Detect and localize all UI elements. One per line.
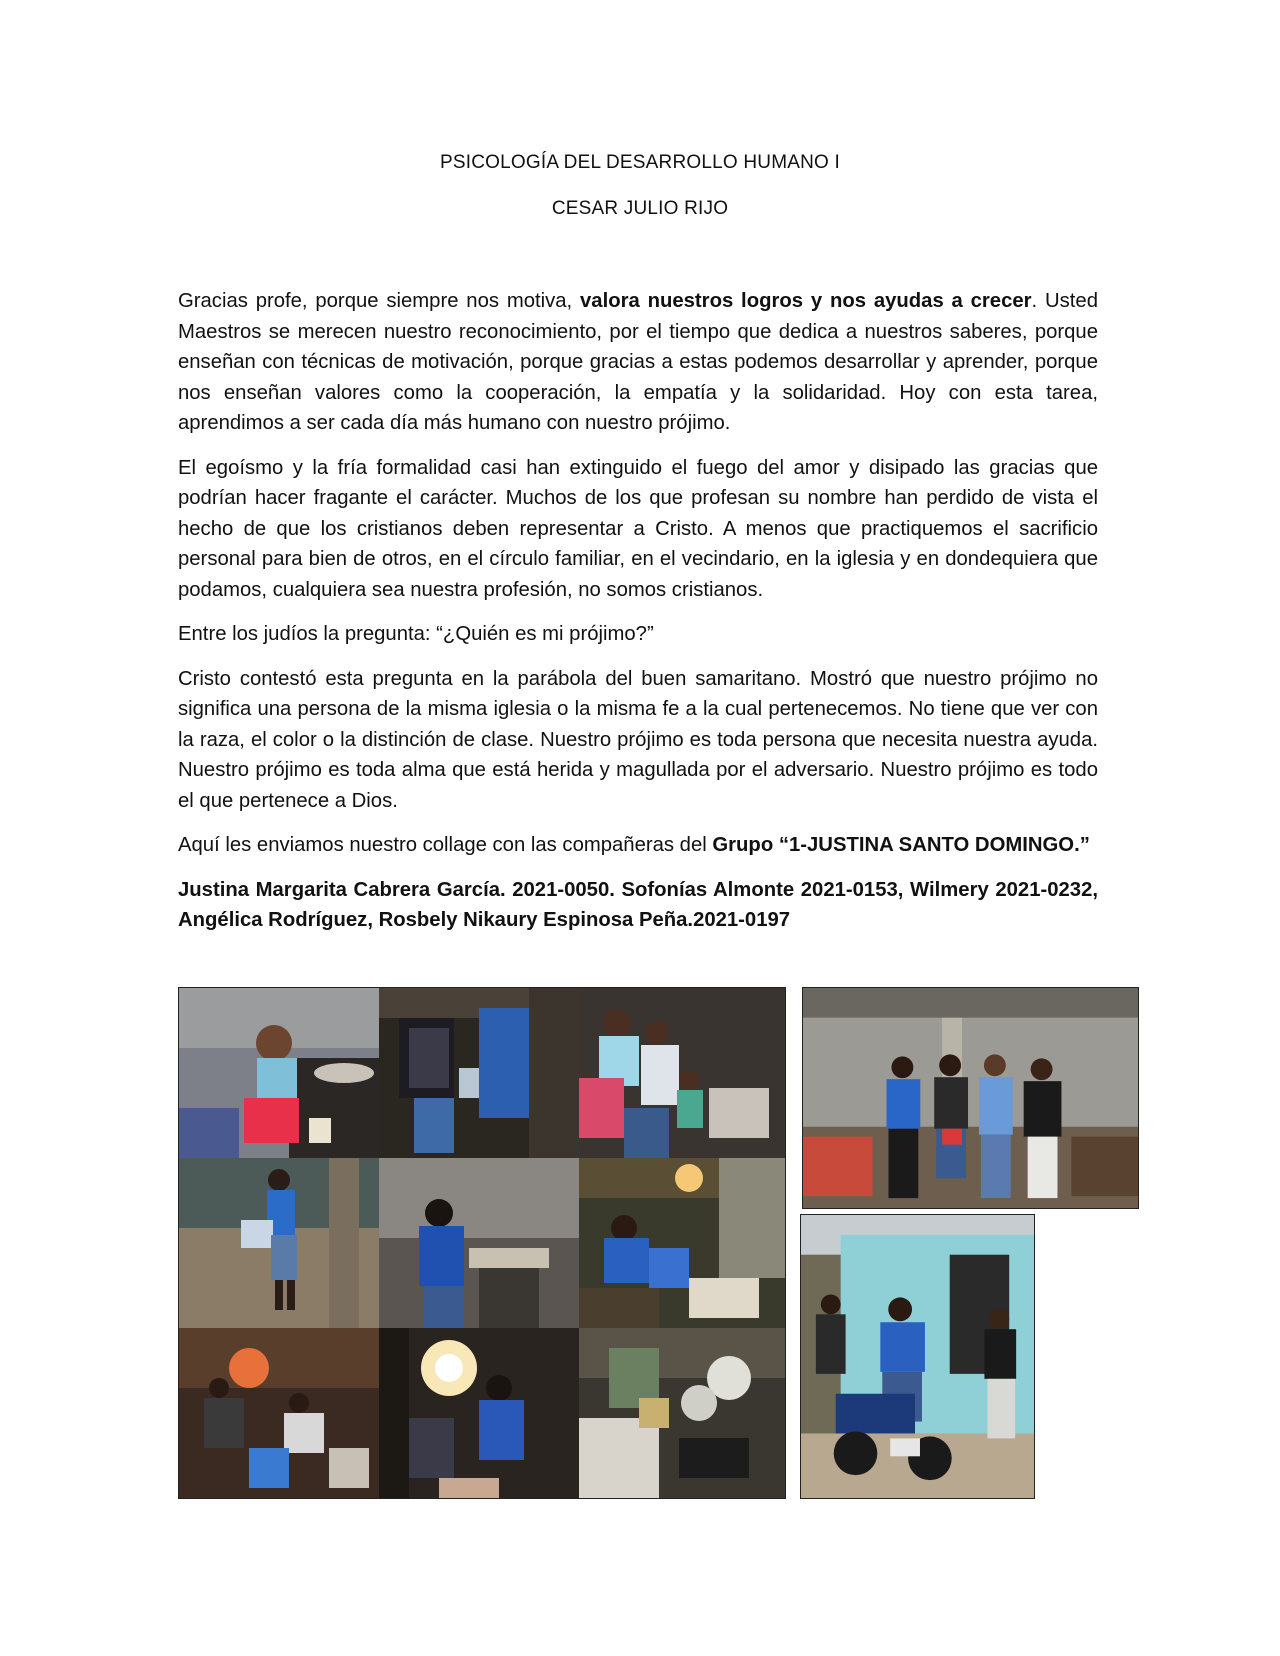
paragraph-bold-text: valora nuestros logros y nos ayudas a crecer [580, 290, 1032, 312]
collage-photo-6 [579, 1158, 786, 1328]
document-body [178, 286, 1098, 950]
paragraph-gratitude [178, 286, 1098, 439]
paragraph-text: . Usted Maestros se merecen nuestro reconocimiento, por el tiempo que dedica a nuestros saberes, porque enseñan con técnicas de motivación, porque gracias a estas podemos desarrollar y aprender, porque nos enseñan valores como la cooperación, la empatía y la solidaridad. Hoy con esta tarea, aprendimos a ser cada día más humano con nuestro prójimo. [178, 290, 1098, 434]
collage-photo-2 [379, 988, 579, 1158]
paragraph-text: Gracias profe, porque siempre nos motiva, [178, 290, 581, 312]
members-list: Justina Margarita Cabrera García. 2021-0050. Sofonías Almonte 2021-0153, Wilmery 2021-0232, Angélica Rodríguez, Rosbely Nikaury Espinosa Peña.2021-0197 [178, 878, 1098, 931]
paragraph-members [178, 875, 1098, 936]
photo-collage [178, 987, 786, 1499]
paragraph-text: Aquí les enviamos nuestro collage con las compañeras del [178, 834, 713, 856]
collage-photo-9 [579, 1328, 786, 1499]
collage-photo-5 [379, 1158, 579, 1328]
collage-photo-7 [179, 1328, 379, 1499]
collage-photo-1 [179, 988, 379, 1158]
outdoor-photo [800, 1214, 1035, 1499]
collage-photo-4 [179, 1158, 379, 1328]
group-name: Grupo “1-JUSTINA SANTO DOMINGO.” [712, 834, 1090, 856]
collage-photo-3 [579, 988, 786, 1158]
teacher-name: CESAR JULIO RIJO [551, 198, 729, 219]
paragraph-question: Entre los judíos la pregunta: “¿Quién es mi prójimo?” [178, 623, 654, 645]
paragraph-egoism: El egoísmo y la fría formalidad casi han extinguido el fuego del amor y disipado las gracias que podrían hacer fragante el carácter. Muchos de los que profesan su nombre han perdido de vista el hecho de que los cristianos deben representar a Cristo. A menos que practiquemos el sacrificio personal para bien de otros, en el círculo familiar, en el vecindario, en la iglesia y en dondequiera que podamos, cualquiera sea nuestra profesión, no somos cristianos. [178, 456, 1098, 601]
paragraph-collage-intro [178, 830, 1098, 861]
collage-photo-8 [379, 1328, 579, 1499]
paragraph-samaritan: Cristo contestó esta pregunta en la parábola del buen samaritano. Mostró que nuestro prójimo no significa una persona de la misma iglesia o la misma fe a la cual pertenecemos. No tiene que ver con la raza, el color o la distinción de clase. Nuestro prójimo es toda persona que necesita nuestra ayuda. Nuestro prójimo es toda alma que está herida y magullada por el adversario. Nuestro prójimo es todo el que pertenece a Dios. [178, 667, 1098, 812]
course-title: PSICOLOGÍA DEL DESARROLLO HUMANO I [440, 152, 840, 173]
group-photo [802, 987, 1139, 1209]
